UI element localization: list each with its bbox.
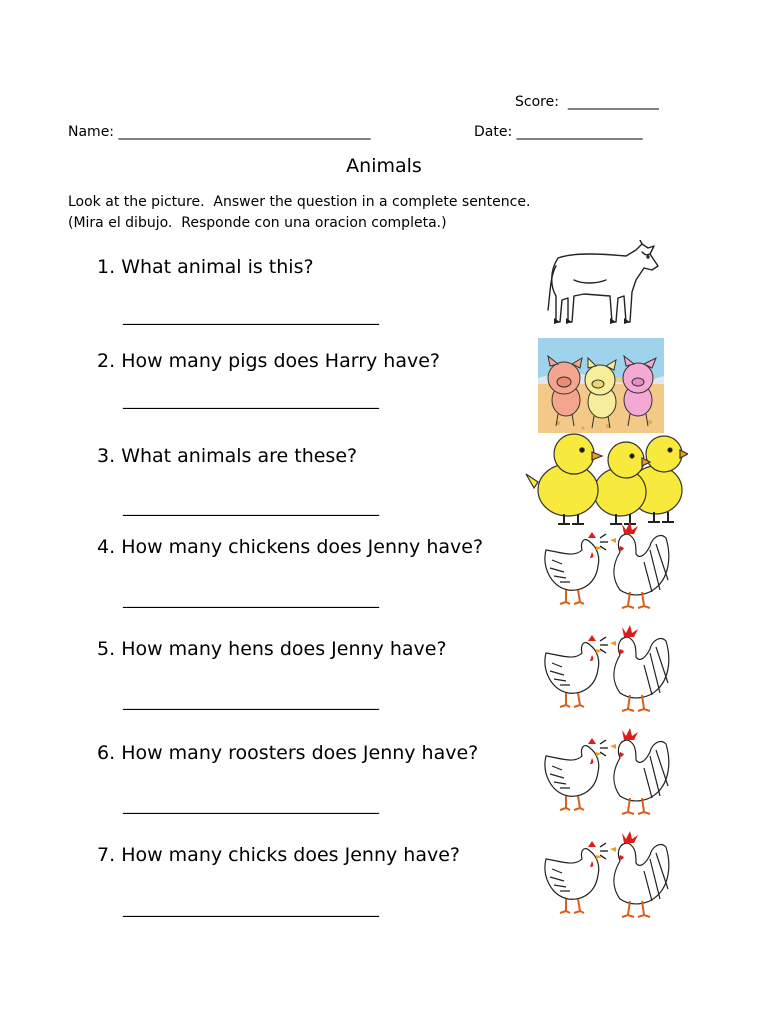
answer-line-5[interactable]: ________________________________ — [123, 691, 379, 710]
answer-line-1[interactable]: ________________________________ — [123, 306, 379, 325]
question-text: How many hens does Jenny have? — [121, 638, 447, 660]
date-field[interactable]: Date: __________________ — [474, 124, 643, 140]
question-3 — [97, 445, 357, 467]
answer-line-7[interactable]: ________________________________ — [123, 898, 379, 917]
question-number: 1. — [97, 256, 116, 278]
question-number: 6. — [97, 742, 116, 764]
question-7 — [97, 844, 460, 866]
instructions — [68, 192, 530, 234]
question-text: How many chickens does Jenny have? — [121, 536, 484, 558]
hen-and-rooster-icon — [540, 520, 680, 612]
hen-and-rooster-icon — [540, 829, 680, 921]
question-number: 3. — [97, 445, 116, 467]
question-text: How many chicks does Jenny have? — [121, 844, 460, 866]
answer-line-6[interactable]: ________________________________ — [123, 795, 379, 814]
hen-and-rooster-icon — [540, 623, 680, 715]
instructions-spanish: (Mira el dibujo. Responde con una oracion completa.) — [68, 215, 447, 231]
answer-line-3[interactable]: ________________________________ — [123, 497, 379, 516]
hen-and-rooster-icon — [540, 726, 680, 818]
question-6 — [97, 742, 478, 764]
question-number: 5. — [97, 638, 116, 660]
instructions-english: Look at the picture. Answer the question in a complete sentence. — [68, 194, 531, 210]
question-5 — [97, 638, 447, 660]
name-field[interactable]: Name: ____________________________________ — [68, 124, 371, 140]
three-chicks-icon — [524, 430, 688, 526]
cow-icon — [544, 240, 662, 328]
question-text: What animals are these? — [121, 445, 358, 467]
question-number: 4. — [97, 536, 116, 558]
question-1 — [97, 256, 314, 278]
question-2 — [97, 350, 440, 372]
question-text: How many pigs does Harry have? — [121, 350, 441, 372]
question-number: 7. — [97, 844, 116, 866]
question-4 — [97, 536, 483, 558]
three-pigs-icon — [538, 338, 664, 433]
question-text: What animal is this? — [121, 256, 314, 278]
question-number: 2. — [97, 350, 116, 372]
answer-line-4[interactable]: ________________________________ — [123, 589, 379, 608]
score-field[interactable]: Score: _____________ — [515, 94, 659, 110]
answer-line-2[interactable]: ________________________________ — [123, 390, 379, 409]
page-title: Animals — [346, 155, 422, 177]
question-text: How many roosters does Jenny have? — [121, 742, 479, 764]
